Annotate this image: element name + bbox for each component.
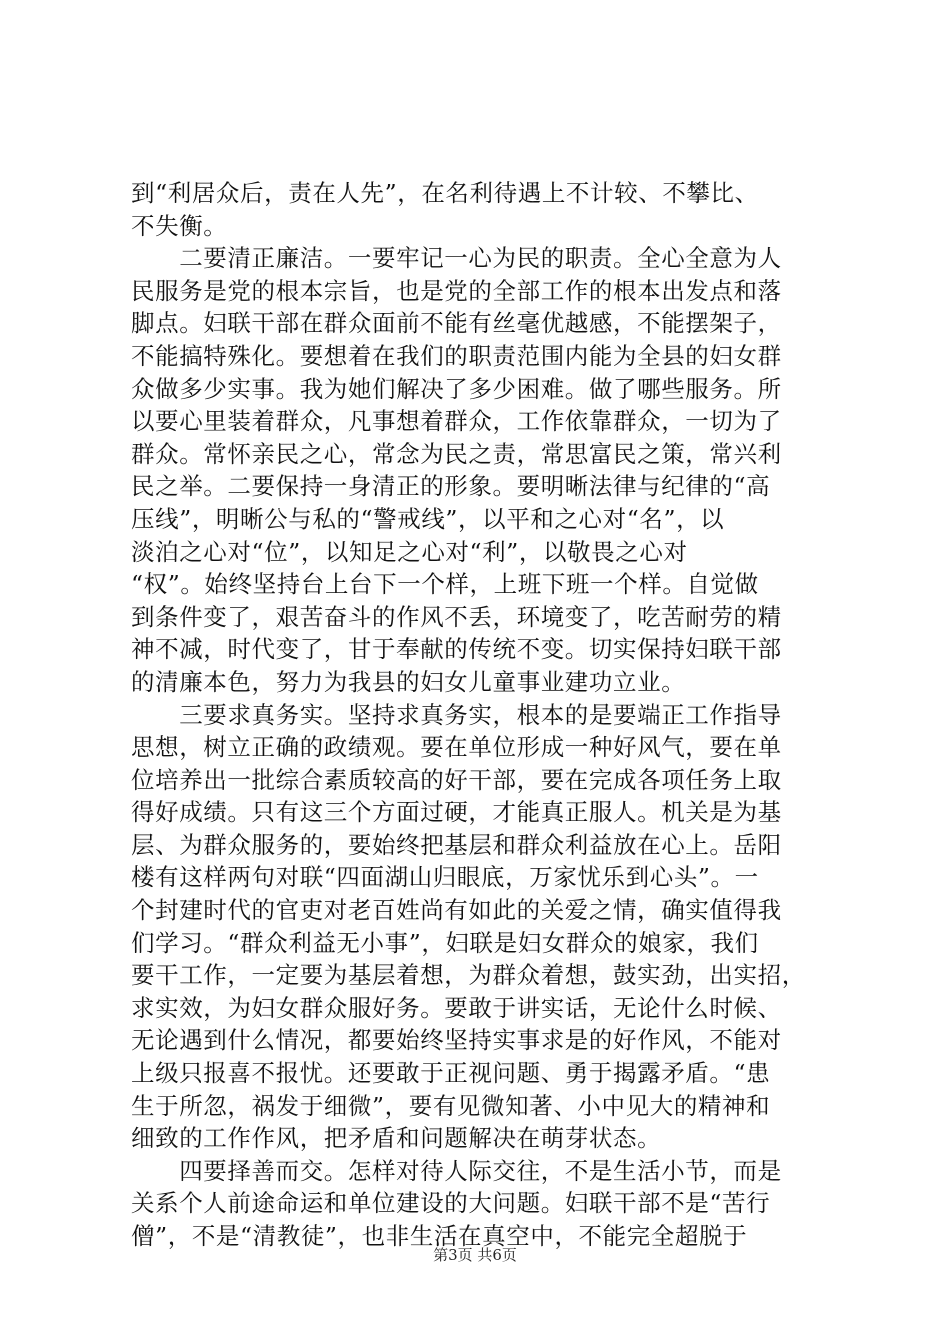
text-line: 求实效，为妇女群众服好务。要敢于讲实话，无论什么时候、 (131, 993, 782, 1022)
text-line: 以要心里装着群众，凡事想着群众，工作依靠群众，一切为了 (131, 407, 782, 436)
text-line: 三要求真务实。坚持求真务实，根本的是要端正工作指导 (131, 700, 782, 729)
text-line: 神不减，时代变了，甘于奉献的传统不变。切实保持妇联干部 (131, 635, 782, 664)
text-line: “权”。始终坚持台上台下一个样，上班下班一个样。自觉做 (131, 570, 759, 599)
text-line: 思想，树立正确的政绩观。要在单位形成一种好风气，要在单 (131, 733, 782, 762)
text-line: 到“利居众后，责在人先”，在名利待遇上不计较、不攀比、 (131, 179, 759, 207)
text-line: 不失衡。 (131, 211, 228, 240)
text-line: 楼有这样两句对联“四面湖山归眼底，万家忧乐到心头”。一 (131, 863, 759, 892)
text-line: 层、为群众服务的，要始终把基层和群众利益放在心上。岳阳 (131, 830, 782, 859)
text-line: 淡泊之心对“位”，以知足之心对“利”，以敬畏之心对 (131, 537, 688, 566)
text-line: 到条件变了，艰苦奋斗的作风不丢，环境变了，吃苦耐劳的精 (131, 602, 782, 631)
text-line: 要干工作，一定要为基层着想，为群众着想，鼓实劲，出实招， (131, 961, 806, 990)
body-text (131, 177, 831, 1253)
text-line: 们学习。“群众利益无小事”，妇联是妇女群众的娘家，我们 (131, 928, 759, 957)
text-line: 民服务是党的根本宗旨，也是党的全部工作的根本出发点和落 (131, 276, 782, 305)
text-line: 细致的工作作风，把矛盾和问题解决在萌芽状态。 (131, 1124, 662, 1153)
text-line: 僧”，不是“清教徒”，也非生活在真空中，不能完全超脱于 (131, 1222, 748, 1250)
text-line: 脚点。妇联干部在群众面前不能有丝毫优越感，不能摆架子， (131, 309, 782, 338)
text-line: 众做多少实事。我为她们解决了多少困难。做了哪些服务。所 (131, 374, 782, 403)
text-line: 个封建时代的官吏对老百姓尚有如此的关爱之情，确实值得我 (131, 896, 782, 925)
text-line: 压线”，明晰公与私的“警戒线”，以平和之心对“名”，以 (131, 504, 725, 533)
text-line: 位培养出一批综合素质较高的好干部，要在完成各项任务上取 (131, 765, 782, 794)
text-line: 民之举。二要保持一身清正的形象。要明晰法律与纪律的“高 (131, 472, 771, 501)
text-line: 的清廉本色，努力为我县的妇女儿童事业建功立业。 (131, 667, 686, 696)
text-line: 得好成绩。只有这三个方面过硬，才能真正服人。机关是为基 (131, 798, 782, 827)
text-line: 无论遇到什么情况，都要始终坚持实事求是的好作风，不能对 (131, 1026, 782, 1055)
text-line: 上级只报喜不报忧。还要敢于正视问题、勇于揭露矛盾。“患 (131, 1059, 771, 1088)
text-line: 不能搞特殊化。要想着在我们的职责范围内能为全县的妇女群 (131, 341, 782, 370)
text-line: 四要择善而交。怎样对待人际交往，不是生活小节，而是 (131, 1156, 782, 1185)
text-line: 生于所忽，祸发于细微”，要有见微知著、小中见大的精神和 (131, 1091, 771, 1120)
text-line: 二要清正廉洁。一要牢记一心为民的职责。全心全意为人 (131, 244, 782, 273)
text-line: 群众。常怀亲民之心，常念为民之责，常思富民之策，常兴利 (131, 439, 782, 468)
text-line: 关系个人前途命运和单位建设的大问题。妇联干部不是“苦行 (131, 1189, 771, 1218)
page-footer: 第3页 共6页 (433, 1246, 517, 1264)
